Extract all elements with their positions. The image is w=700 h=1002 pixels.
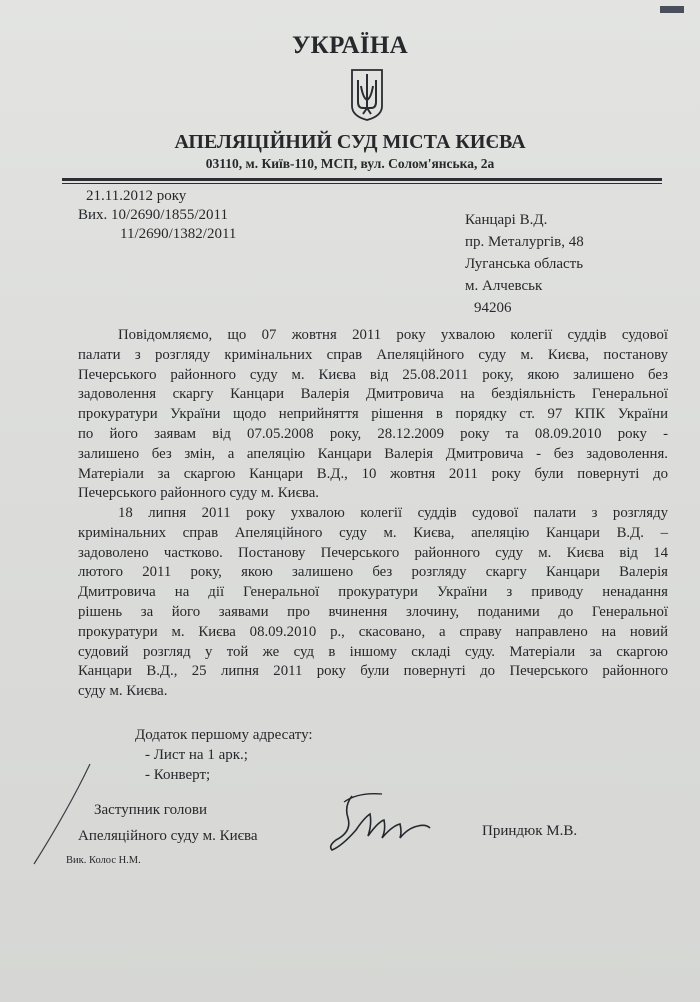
recipient-city: м. Алчевськ	[465, 278, 543, 294]
text-line: прокуратури України щодо неприйняття рішення в порядку ст. 97 КПК України	[78, 406, 668, 423]
header-rule-thick	[62, 178, 662, 181]
text-line: судовий розгляд у той же суд в іншому складі суду. Матеріали за скаргою	[78, 643, 668, 660]
outgoing-number-2: 11/2690/1382/2011	[120, 226, 237, 242]
text-line: по його заявам від 07.05.2008 року, 28.12.2009 року та 08.09.2010 року -	[78, 425, 668, 442]
court-name: АПЕЛЯЦІЙНИЙ СУД МІСТА КИЄВА	[174, 131, 526, 153]
signatory-title	[78, 797, 258, 849]
outgoing-number-1: Вих. 10/2690/1855/2011	[78, 207, 228, 223]
paragraph-2	[78, 504, 668, 702]
attachment-heading: Додаток першому адресату:	[135, 727, 313, 743]
text-line: Печерського районного суду м. Києва.	[78, 485, 319, 502]
attachment-item: - Конверт;	[145, 767, 211, 783]
text-line: лютого 2011 року, якою залишено без розгляду скаргу Канцари Валерія	[78, 564, 668, 581]
letter-date: 21.11.2012 року	[86, 188, 187, 204]
text-line: задоволення скаргу Канцари Валерія Дмитровича на бездіяльність Генеральної	[78, 386, 668, 403]
corner-mark	[660, 6, 684, 13]
text-line: рішень за його заявами про вчинення злочину, поданими до Генеральної	[78, 603, 668, 620]
attachment-item: - Лист на 1 арк.;	[145, 747, 248, 763]
recipient-region: Луганська область	[465, 256, 584, 272]
trident-emblem-icon	[350, 68, 384, 122]
text-line: кримінальних справ Апеляційного суду м. Києва, апеляцію Канцари В.Д. –	[78, 524, 668, 541]
text-line: 18 липня 2011 року ухвалою колегії суддів судової палати з розгляду	[118, 505, 668, 521]
executor-name: Вик. Колос Н.М.	[66, 855, 141, 866]
signer-name: Приндюк М.В.	[482, 823, 578, 839]
paragraph-1	[78, 326, 668, 504]
recipient-postcode: 94206	[474, 300, 512, 316]
court-address: 03110, м. Київ-110, МСП, вул. Солом'янська, 2а	[205, 156, 495, 171]
text-line: прокуратури м. Києва 08.09.2010 р., скасовано, а справу направлено на новий	[78, 623, 668, 640]
country-title: УКРАЇНА	[292, 32, 408, 59]
recipient-block	[465, 209, 584, 319]
signatory-title-line1: Заступник голови	[94, 802, 207, 818]
text-line: палати з розгляду кримінальних справ Апеляційного суду м. Києва, постанову	[78, 346, 668, 363]
recipient-name: Канцарі В.Д.	[465, 212, 548, 228]
text-line: Повідомляємо, що 07 жовтня 2011 року ухвалою колегії суддів судової	[118, 327, 668, 343]
signatory-title-line2: Апеляційного суду м. Києва	[78, 828, 258, 844]
text-line: Матеріали за скаргою Канцари В.Д., 10 жовтня 2011 року були повернуті до	[78, 465, 668, 482]
text-line: Печерського районного суду м. Києва від 25.08.2011 року, якою залишено без	[78, 366, 668, 383]
attachment-block	[135, 725, 313, 785]
text-line: Канцари В.Д., 25 липня 2011 року були повернуті до Печерського районного	[78, 663, 668, 680]
header-rule-thin	[62, 183, 662, 184]
handwritten-signature	[322, 788, 432, 853]
recipient-street: пр. Металургів, 48	[465, 234, 584, 250]
text-line: суду м. Києва.	[78, 683, 168, 700]
text-line: залишено без змін, а апеляцію Канцари Валерія Дмитровича - без задоволення.	[78, 445, 668, 462]
text-line: Дмитровича на дії Генеральної прокуратури України з приводу ненадання	[78, 584, 668, 601]
text-line: задоволено частково. Постанову Печерського районного суду м. Києва від 14	[78, 544, 668, 561]
